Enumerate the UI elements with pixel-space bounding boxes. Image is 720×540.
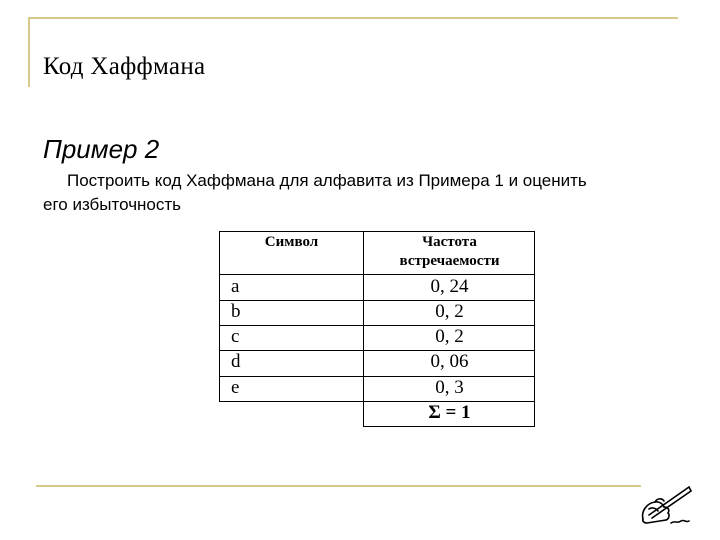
- row-a-frequency: 0, 24: [430, 276, 469, 297]
- task-text-line-1: Построить код Хаффмана для алфавита из Примера 1 и оценить: [67, 171, 587, 190]
- frequency-table: [219, 231, 535, 427]
- slide-title: Код Хаффмана: [43, 53, 206, 80]
- example-heading: Пример 2: [43, 134, 160, 164]
- row-e-frequency: 0, 3: [435, 377, 464, 398]
- task-text-line-2: его избыточность: [43, 195, 182, 214]
- frame-left-line: [28, 17, 30, 87]
- header-symbol: Символ: [264, 234, 319, 250]
- row-a-symbol: a: [231, 276, 240, 297]
- writing-hand-icon: [637, 483, 693, 527]
- header-frequency-line-1: Частота: [422, 234, 477, 250]
- row-e-symbol: e: [231, 377, 240, 398]
- header-frequency-line-2: встречаемости: [399, 253, 500, 269]
- sum-cell: Σ = 1: [428, 402, 471, 423]
- frame-top-line: [28, 17, 678, 19]
- row-d-symbol: d: [231, 351, 241, 372]
- row-c-frequency: 0, 2: [435, 326, 464, 347]
- row-d-frequency: 0, 06: [430, 351, 469, 372]
- row-c-symbol: c: [231, 326, 240, 347]
- row-b-symbol: b: [231, 301, 241, 322]
- row-b-frequency: 0, 2: [435, 301, 464, 322]
- frame-bottom-line: [36, 485, 641, 487]
